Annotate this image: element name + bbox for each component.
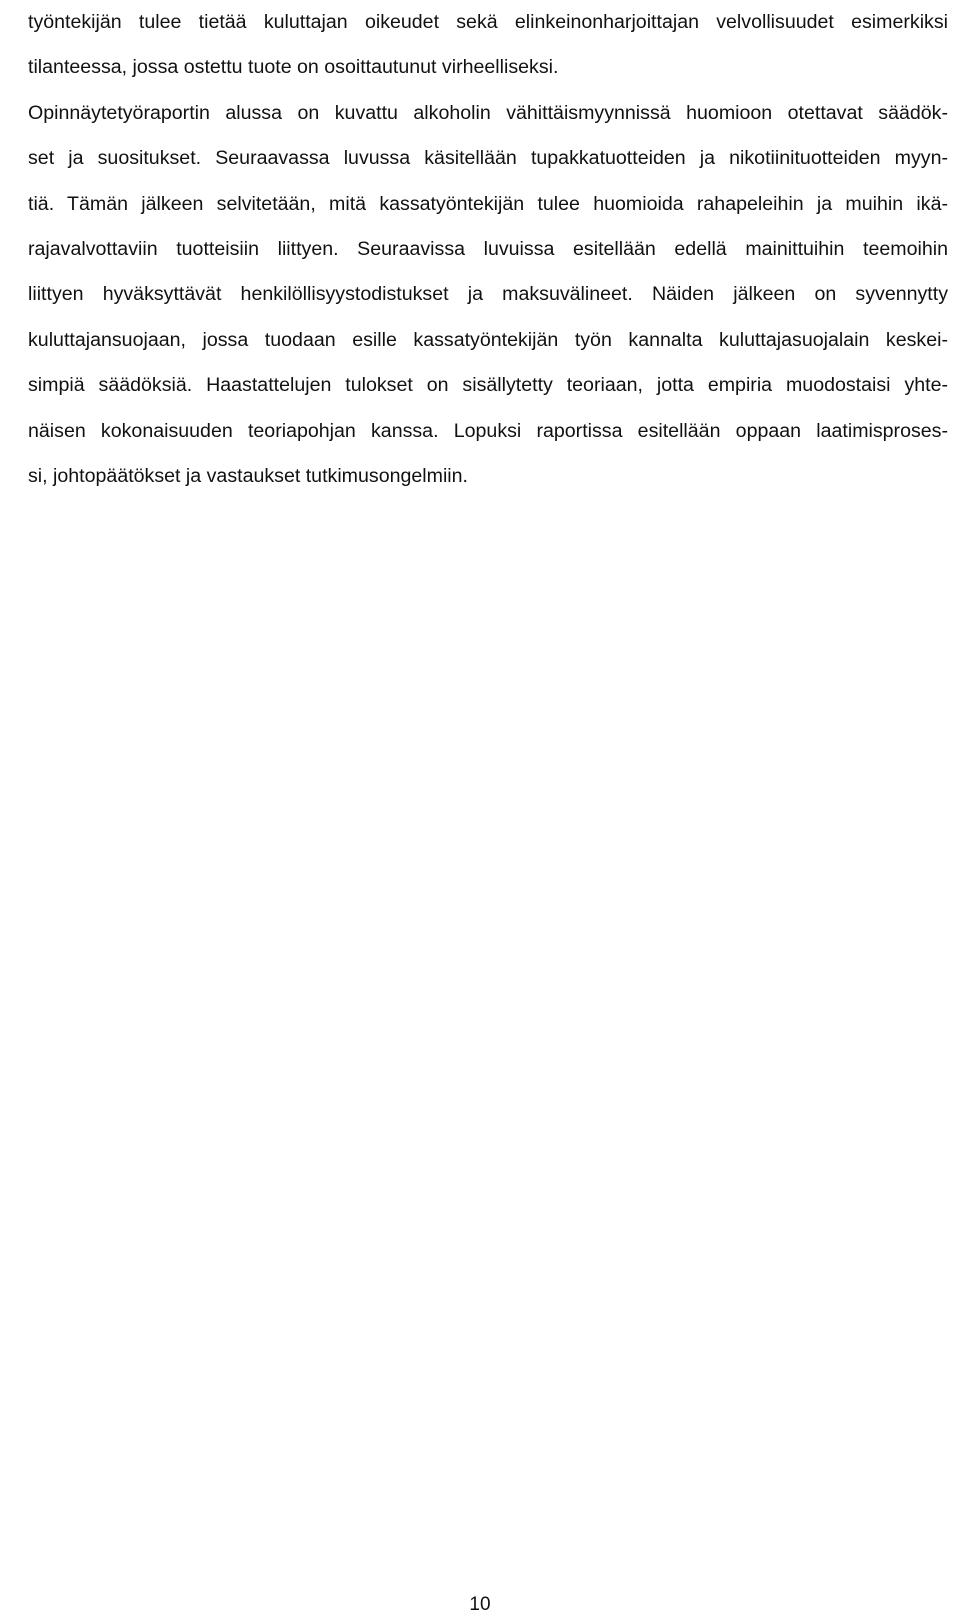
text-line-9: simpiä säädöksiä. Haastattelujen tulokset on sisällytetty teoriaan, jotta empiria muodostaisi yhte- — [28, 374, 948, 397]
text-line-10: näisen kokonaisuuden teoriapohjan kanssa. Lopuksi raportissa esitellään oppaan laatimisproses- — [28, 419, 948, 442]
text-line-2: tilanteessa, jossa ostettu tuote on osoittautunut virheelliseksi. — [28, 56, 559, 79]
text-line-3: Opinnäytetyöraportin alussa on kuvattu alkoholin vähittäismyynnissä huomioon otettavat säädök- — [28, 101, 948, 124]
text-line-7: liittyen hyväksyttävät henkilöllisyystodistukset ja maksuvälineet. Näiden jälkeen on syvennytty — [28, 283, 948, 306]
body-paragraph — [28, 0, 948, 499]
text-line-8: kuluttajansuojaan, jossa tuodaan esille kassatyöntekijän työn kannalta kuluttajasuojalain keskei- — [28, 328, 948, 351]
page-number: 10 — [469, 1594, 491, 1615]
text-line-11: si, johtopäätökset ja vastaukset tutkimusongelmiin. — [28, 464, 468, 487]
text-line-5: tiä. Tämän jälkeen selvitetään, mitä kassatyöntekijän tulee huomioida rahapeleihin ja muihin ikä- — [28, 192, 948, 215]
text-line-4: set ja suositukset. Seuraavassa luvussa käsitellään tupakkatuotteiden ja nikotiinituotteiden myyn- — [28, 147, 948, 170]
text-line-6: rajavalvottaviin tuotteisiin liittyen. Seuraavissa luvuissa esitellään edellä mainittuihin teemoihin — [28, 237, 948, 260]
text-line-1: työntekijän tulee tietää kuluttajan oikeudet sekä elinkeinonharjoittajan velvollisuudet esimerkiksi — [28, 11, 948, 33]
